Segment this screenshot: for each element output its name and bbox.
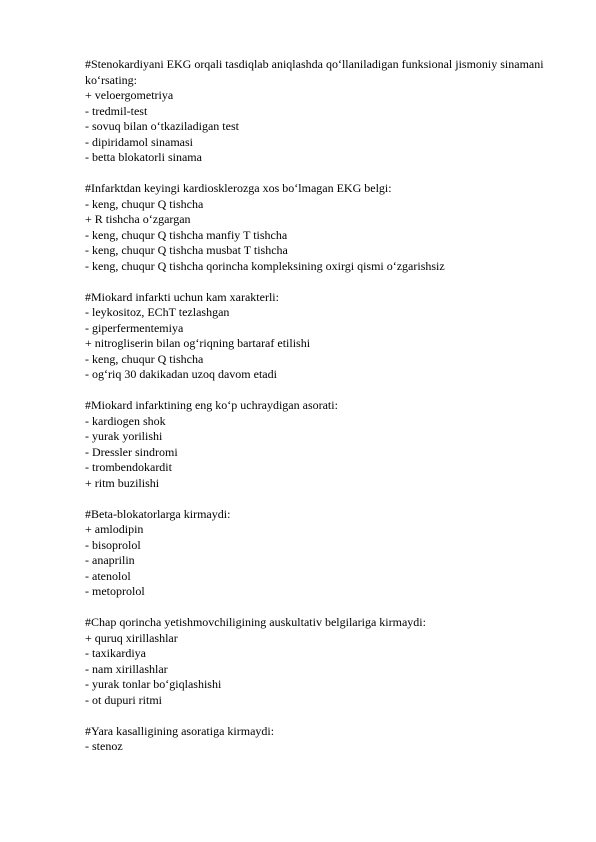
answer-option: - keng, chuqur Q tishcha musbat T tishcha bbox=[85, 243, 288, 257]
answer-option: - nam xirillashlar bbox=[85, 661, 168, 676]
question-block bbox=[85, 290, 555, 383]
answer-option: - dipiridamol sinamasi bbox=[85, 134, 193, 149]
question-block bbox=[85, 507, 555, 600]
answer-option: - trombendokardit bbox=[85, 460, 172, 474]
answer-option: - giperfermentemiya bbox=[85, 320, 184, 335]
question-text: #Beta-blokatorlarga kirmaydi: bbox=[85, 506, 231, 521]
answer-option: + nitrogliserin bilan og‘riqning bartaraf etilishi bbox=[85, 336, 311, 350]
answer-option: - og‘riq 30 dakikadan uzoq davom etadi bbox=[85, 367, 277, 381]
answer-option: - yurak tonlar bo‘giqlashishi bbox=[85, 677, 222, 691]
question-text: #Miokard infarkti uchun kam xarakterli: bbox=[85, 289, 279, 304]
answer-option: + veloergometriya bbox=[85, 88, 174, 102]
question-block bbox=[85, 398, 555, 491]
answer-option: - atenolol bbox=[85, 568, 131, 583]
answer-option: - keng, chuqur Q tishcha bbox=[85, 196, 204, 211]
answer-option: - kardiogen shok bbox=[85, 413, 166, 428]
question-block bbox=[85, 181, 555, 274]
answer-option: - ot dupuri ritmi bbox=[85, 692, 162, 707]
answer-option: - yurak yorilishi bbox=[85, 429, 163, 443]
answer-option: - anaprilin bbox=[85, 553, 135, 567]
answer-option: + R tishcha o‘zgargan bbox=[85, 212, 191, 226]
answer-option: - leykositoz, EChT tezlashgan bbox=[85, 305, 230, 319]
question-text: #Stenokardiyani EKG orqali tasdiqlab aniqlashda qo‘llaniladigan funksional jismoniy sinamani ko‘rsating: bbox=[85, 57, 544, 87]
answer-option: - bisoprolol bbox=[85, 537, 141, 552]
question-text: #Miokard infarktining eng ko‘p uchraydigan asorati: bbox=[85, 398, 338, 412]
answer-option: - keng, chuqur Q tishcha bbox=[85, 351, 204, 366]
answer-option: - stenoz bbox=[85, 739, 123, 753]
answer-option: - tredmil-test bbox=[85, 103, 148, 118]
answer-option: - keng, chuqur Q tishcha manfiy T tishcha bbox=[85, 227, 288, 242]
question-text: #Chap qorincha yetishmovchiligining auskultativ belgilariga kirmaydi: bbox=[85, 615, 426, 629]
answer-option: - betta blokatorli sinama bbox=[85, 150, 202, 164]
document-content bbox=[85, 57, 555, 770]
question-text: #Yara kasalligining asoratiga kirmaydi: bbox=[85, 723, 275, 738]
answer-option: - Dressler sindromi bbox=[85, 444, 178, 459]
answer-option: + amlodipin bbox=[85, 522, 144, 536]
question-block bbox=[85, 615, 555, 708]
question-block bbox=[85, 724, 555, 755]
answer-option: - keng, chuqur Q tishcha qorincha kompleksining oxirgi qismi o‘zgarishsiz bbox=[85, 258, 445, 273]
question-block bbox=[85, 57, 555, 166]
answer-option: - sovuq bilan o‘tkaziladigan test bbox=[85, 119, 239, 133]
answer-option: + ritm buzilishi bbox=[85, 475, 160, 490]
answer-option: - taxikardiya bbox=[85, 646, 146, 660]
answer-option: - metoprolol bbox=[85, 584, 145, 598]
answer-option: + quruq xirillashlar bbox=[85, 630, 178, 645]
question-text: #Infarktdan keyingi kardiosklerozga xos bo‘lmagan EKG belgi: bbox=[85, 181, 392, 195]
